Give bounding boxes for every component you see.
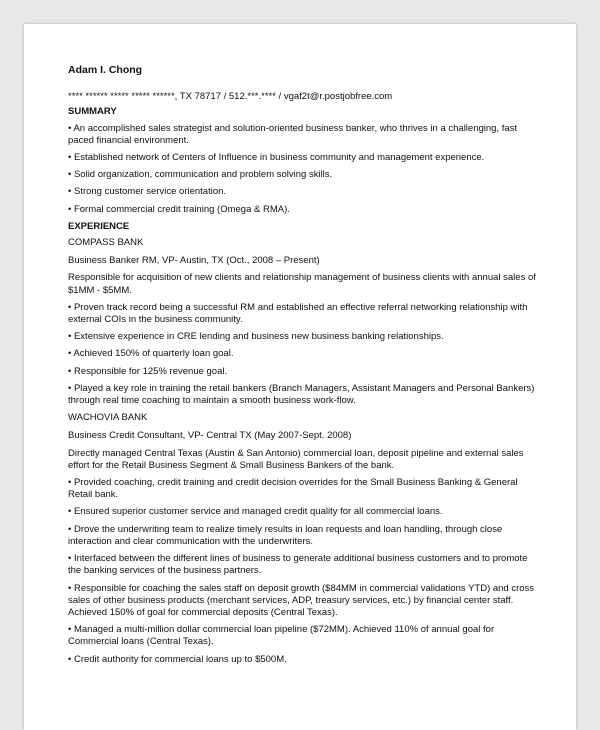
summary-item: • Strong customer service orientation.	[68, 186, 227, 198]
job-item: • Interfaced between the different lines of business to generate additional business customers and to promote the banking services of the business partners.	[68, 553, 528, 577]
resume-page	[24, 24, 576, 730]
job-item: • Played a key role in training the retail bankers (Branch Managers, Assistant Managers and Personal Bankers) through real time coaching to maintain a smooth business work-flow.	[68, 382, 535, 407]
job-item: • Responsible for 125% revenue goal.	[68, 365, 228, 377]
summary-list	[68, 123, 543, 216]
job-item: • Managed a multi-million dollar commercial loan pipeline ($72MM). Achieved 110% of annual goal for Commercial loans (Central Texas).	[68, 624, 495, 648]
contact-line: **** ****** ***** ***** ******, TX 78717 / 512.***.**** / vgaf2t@r.postjobfree.com	[68, 91, 393, 103]
candidate-name: Adam I. Chong	[68, 64, 143, 76]
job-item: • Credit authority for commercial loans up to $500M.	[68, 653, 287, 665]
job-item: • Provided coaching, credit training and credit decision overrides for the Small Business Banking & General Retail bank.	[68, 477, 518, 501]
summary-item: • An accomplished sales strategist and solution-oriented business banker, who thrives in a challenging, fast paced financial environment.	[68, 122, 518, 146]
job-item: • Achieved 150% of quarterly loan goal.	[68, 348, 234, 360]
job-item: • Ensured superior customer service and managed credit quality for all commercial loans.	[68, 506, 443, 518]
job-item: • Drove the underwriting team to realize timely results in loan requests and loan handling, through close interaction and clear communication with the underwriters.	[68, 523, 503, 547]
company-name: WACHOVIA BANK	[68, 412, 148, 424]
summary-item: • Formal commercial credit training (Omega & RMA).	[68, 203, 290, 215]
job-role: Business Credit Consultant, VP- Central TX (May 2007-Sept. 2008)	[68, 430, 352, 442]
job-wachovia	[68, 412, 543, 665]
job-item: Responsible for acquisition of new clients and relationship management of business clients with annual sales of $1MM - $5MM.	[68, 272, 536, 296]
job-item: • Proven track record being a successful RM and established an effective referral networking relationship with external COIs in the business community.	[68, 301, 528, 326]
resume-content	[68, 64, 543, 671]
company-name: COMPASS BANK	[68, 237, 144, 249]
job-compass	[68, 237, 543, 407]
job-item: • Responsible for coaching the sales staff on deposit growth ($84MM in commercial validations YTD) and cross sales of other business products (merchant services, ADP, treasury services, etc.) by financial center staff. Achieved 150% of goal for commercial deposits (Central Texas).	[68, 582, 535, 618]
summary-item: • Established network of Centers of Influence in business community and management experience.	[68, 152, 485, 164]
job-item: Directly managed Central Texas (Austin & San Antonio) commercial loan, deposit pipeline and external sales effort for the Retail Business Segment & Small Business Bankers of the bank.	[68, 447, 524, 471]
job-item: • Extensive experience in CRE lending and business new business banking relationships.	[68, 331, 444, 343]
summary-heading: SUMMARY	[68, 106, 117, 118]
summary-item: • Solid organization, communication and problem solving skills.	[68, 169, 333, 181]
experience-heading: EXPERIENCE	[68, 220, 130, 232]
job-role: Business Banker RM, VP- Austin, TX (Oct., 2008 – Present)	[68, 255, 320, 267]
